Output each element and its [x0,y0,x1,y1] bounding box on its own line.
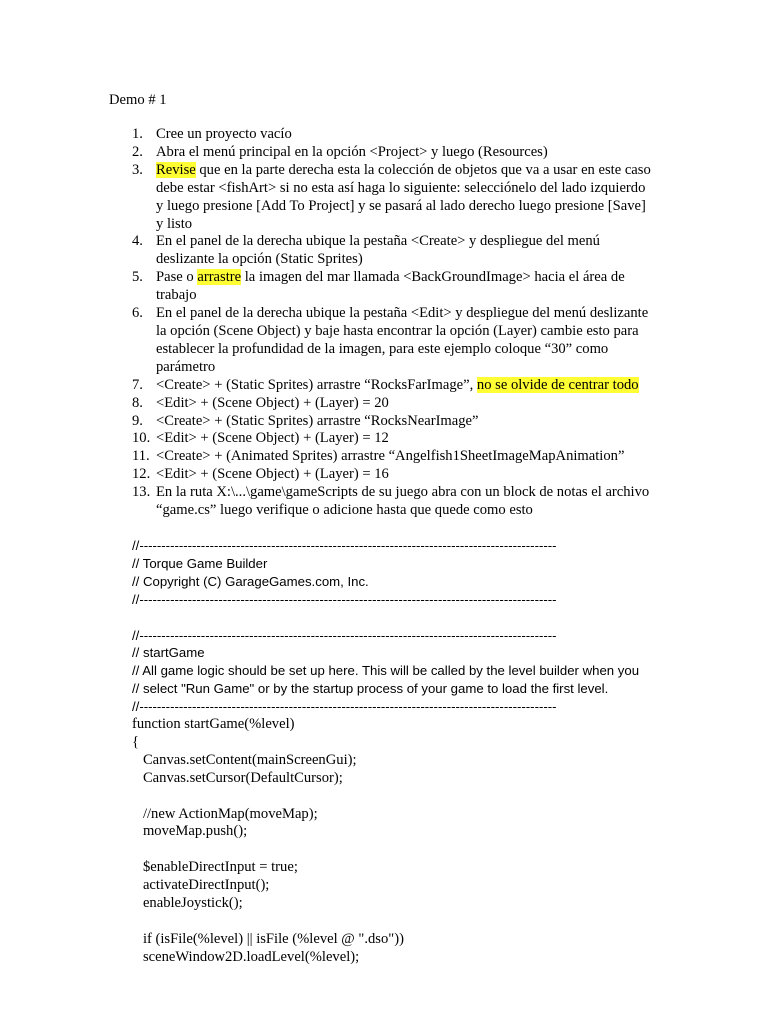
list-item-number: 12. [132,466,151,483]
list-item-text: <Create> + (Static Sprites) arrastre “RocksNearImage” [156,412,479,429]
code-line [132,609,672,627]
code-line: // Copyright (C) GarageGames.com, Inc. [132,573,369,589]
code-line: // All game logic should be set up here. This will be called by the level builder when you [132,663,640,679]
code-line: //----------------------------------------------------------------------------------------------- [132,627,557,643]
list-item-text: <Create> + (Animated Sprites) arrastre “Angelfish1SheetImageMapAnimation” [156,448,625,465]
list-item-text: que en la parte derecha esta la colección de objetos que va a usar en este caso debe estar <fishArt> si no esta así haga lo siguiente: selecciónelo del lado izquierdo y luego presione [Add To Project] y se pasará al lado derecho luego presione [Save] y listo [156,161,651,232]
list-item-number: 5. [132,269,143,286]
code-line: //new ActionMap(moveMap); [132,805,318,822]
list-item-number: 3. [132,161,143,178]
code-line: function startGame(%level) [132,716,295,733]
list-item [109,144,654,162]
code-line [132,913,672,931]
list-item [109,413,654,431]
list-item-number: 6. [132,305,143,322]
list-item-text: <Edit> + (Scene Object) + (Layer) = 12 [156,430,389,447]
code-line: moveMap.push(); [132,823,248,840]
list-item [109,395,654,413]
code-line: activateDirectInput(); [132,877,270,894]
list-item-text: En el panel de la derecha ubique la pestaña <Create> y despliegue del menú deslizante la opción (Static Sprites) [156,233,600,268]
code-line: { [132,733,140,750]
list-item [109,448,654,466]
list-item-number: 11. [132,448,150,465]
code-line [132,788,672,806]
list-item-number: 13. [132,484,151,501]
list-item-text: <Edit> + (Scene Object) + (Layer) = 20 [156,394,389,411]
list-item [109,269,654,305]
code-line: Canvas.setContent(mainScreenGui); [132,751,357,768]
list-item-number: 7. [132,376,143,393]
list-item [109,233,654,269]
list-item-text: En la ruta X:\...\game\gameScripts de su juego abra con un block de notas el archivo “game.cs” luego verifique o adicione hasta que quede como esto [156,484,650,519]
list-item [109,126,654,144]
code-line: // startGame [132,645,205,661]
list-item [109,305,654,377]
code-line: //----------------------------------------------------------------------------------------------- [132,591,557,607]
code-line: enableJoystick(); [132,895,243,912]
code-line: // Torque Game Builder [132,555,268,571]
highlighted-text: no se olvide de centrar todo [476,376,639,393]
list-item [109,466,654,484]
code-line: Canvas.setCursor(DefaultCursor); [132,769,343,786]
list-item-text: la imagen del mar llamada <BackGroundImage> hacia el área de trabajo [156,269,625,304]
list-item-text: Cree un proyecto vacío [156,126,292,142]
list-item [109,162,654,234]
list-item-number: 4. [132,233,143,250]
code-line: $enableDirectInput = true; [132,859,298,876]
code-line: //----------------------------------------------------------------------------------------------- [132,538,557,553]
list-item-number: 8. [132,394,143,411]
list-item [109,430,654,448]
document-title: Demo # 1 [109,92,167,108]
list-item [109,377,654,395]
list-item-text: <Edit> + (Scene Object) + (Layer) = 16 [156,466,389,483]
list-item-text: <Create> + (Static Sprites) arrastre “RocksFarImage”, [156,376,477,393]
code-listing [132,537,672,967]
code-line [132,841,672,859]
list-item [109,484,654,520]
code-line: sceneWindow2D.loadLevel(%level); [132,948,360,965]
highlighted-text: arrastre [197,269,242,286]
code-line: if (isFile(%level) || isFile (%level @ ".dso")) [132,930,404,947]
list-item-text: En el panel de la derecha ubique la pestaña <Edit> y despliegue del menú deslizante la opción (Scene Object) y baje hasta encontrar la opción (Layer) cambie esto para establecer la profundidad de la imagen, para este ejemplo coloque “30” como parámetro [156,305,649,375]
list-item-number: 9. [132,412,143,429]
steps-list [109,126,654,520]
code-line: // select "Run Game" or by the startup process of your game to load the first level. [132,681,609,697]
code-line: //----------------------------------------------------------------------------------------------- [132,699,557,715]
list-item-number: 2. [132,143,143,160]
list-item-text: Abra el menú principal en la opción <Project> y luego (Resources) [156,143,548,160]
list-item-text: Pase o [156,269,198,286]
list-item-number: 10. [132,430,151,447]
highlighted-text: Revise [156,161,196,178]
list-item-number: 1. [132,126,143,142]
